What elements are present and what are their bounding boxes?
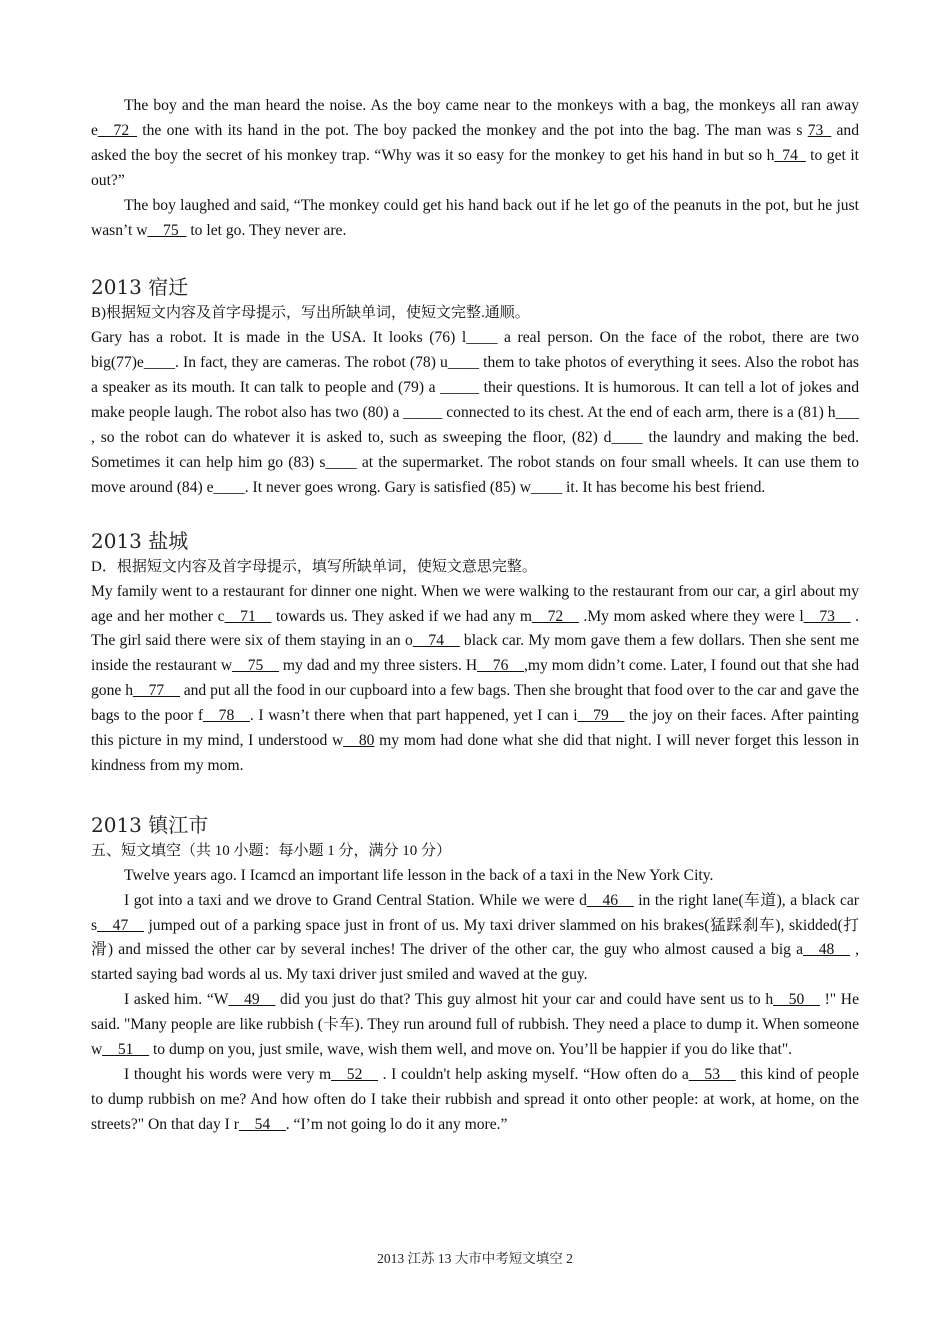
passage-paragraph: The boy and the man heard the noise. As the boy came near to the monkeys with a bag, the monkeys all ran away e__72_ the one with its hand in the pot. The boy packed the monkey and the pot into the bag. The man was s 73_ and asked the boy the secret of his monkey trap. “Why was it so easy for the monkey to get his hand in but so h_74_ to get it out?” bbox=[91, 97, 859, 189]
blank-51: __51__ bbox=[102, 1041, 150, 1059]
blank-52: __52__ bbox=[331, 1066, 378, 1083]
blank-48: __48__ bbox=[803, 941, 850, 959]
passage-paragraph: I asked him. “W__49__ did you just do that? This guy almost hit your car and could have sent us to h__50__ !" He said. "Many people are like rubbish (卡车). They run around full of rubbish. They need a place to dump it. When someone w__51__ to dump on you, just smile, wave, wish them well, and move on. You’ll be happier if you do like that". bbox=[91, 991, 859, 1059]
passage-paragraph: I thought his words were very m__52__ . I couldn't help asking myself. “How often do a__53__ this kind of people to dump rubbish on me? And how often do I take their rubbish and spread it onto other people: at work, at home, on the streets?" On that day I r__54__. “I’m not going lo do it any more.” bbox=[91, 1066, 860, 1133]
blank-46: __46__ bbox=[586, 891, 634, 909]
section-heading-suqian: 2013 宿迁 bbox=[91, 275, 189, 300]
blank-77: __77__ bbox=[133, 682, 180, 700]
blank-49: __49__ bbox=[228, 991, 276, 1009]
blank-75: __75_ bbox=[147, 221, 187, 239]
section-instruction: B)根据短文内容及首字母提示，写出所缺单词，使短文完整.通顺。 bbox=[91, 305, 530, 322]
blank-79: __79__ bbox=[577, 707, 625, 725]
blank-73: 73_ bbox=[807, 121, 832, 139]
blank-73: __73__ bbox=[803, 607, 851, 625]
section-instruction: 五、短文填空（共 10 小题：每小题 1 分，满分 10 分） bbox=[91, 842, 452, 859]
passage-paragraph: I got into a taxi and we drove to Grand Central Station. While we were d__46__ in the right lane(车道), a black car s__47__ jumped out of a parking space just in front of us. My taxi driver slammed on his brakes(猛踩刹车), skidded(打滑) and missed the other car by several inches! The driver of the other car, the guy who almost caused a big a__48__ , started saying bad words al us. My taxi driver just smiled and waved at the guy. bbox=[91, 891, 859, 984]
passage-paragraph: Twelve years ago. I Icamcd an important life lesson in the back of a taxi in the New York City. bbox=[124, 866, 714, 884]
blank-50: __50__ bbox=[773, 991, 820, 1009]
passage-paragraph: My family went to a restaurant for dinner one night. When we were walking to the restaurant from our car, a girl about my age and her mother c__71__ towards us. They asked if we had any m__72__ .My mom asked where they were l__73__ . The girl said there were six of them staying in an o__74__ black car. My mom gave them a few dollars. Then she sent me inside the restaurant w__75__ my dad and my three sisters. H__76__,my mom didn’t come. Later, I found out that she had gone h__77__ and put all the food in our cupboard into a few bags. Then she brought that food over to the car and gave the bags to the poor f__78__. I wasn’t there when that part happened, yet I can i__79__ the joy on their faces. After painting this picture in my mind, I understood w__80 my mom had done what she did that night. I will never forget this lesson in kindness from my mom. bbox=[91, 582, 859, 774]
section-heading-yancheng: 2013 盐城 bbox=[91, 528, 189, 553]
passage-paragraph: Gary has a robot. It is made in the USA. It looks (76) l____ a real person. On the face of the robot, there are two big(77)e____. In fact, they are cameras. The robot (78) u____ them to take photos of everything it sees. Also the robot has a speaker as its mouth. It can talk to people and (79) a _____ their questions. It is humorous. It can tell a lot of jokes and make people laugh. The robot also has two (80) a _____ connected to its chest. At the end of each arm, there is a (81) h___ , so the robot can do whatever it is asked to, such as sweeping the floor, (82) d____ the laundry and making the bed. Sometimes it can help him go (83) s____ at the supermarket. The robot stands on four small wheels. It can use them to move around (84) e____. It never goes wrong. Gary is satisfied (85) w____ it. It has become his best friend. bbox=[91, 329, 859, 496]
section-instruction: D．根据短文内容及首字母提示，填写所缺单词，使短文意思完整。 bbox=[91, 558, 537, 575]
blank-54: __54__ bbox=[238, 1115, 286, 1133]
blank-72: __72_ bbox=[97, 121, 137, 139]
blank-74: __74__ bbox=[412, 632, 460, 650]
blank-53: __53__ bbox=[688, 1066, 736, 1083]
blank-72: __72__ bbox=[532, 607, 579, 625]
blank-80: __80 bbox=[343, 732, 375, 750]
blank-74: _74_ bbox=[774, 146, 806, 164]
page-footer: 2013 江苏 13 大市中考短文填空 2 bbox=[377, 1251, 573, 1266]
blank-75: __75__ bbox=[232, 657, 279, 675]
blank-78: __78__ bbox=[203, 707, 250, 725]
passage-paragraph: The boy laughed and said, “The monkey could get his hand back out if he let go of the peanuts in the pot, but he just wasn’t w__75_ to let go. They never are. bbox=[91, 196, 859, 239]
blank-47: __47__ bbox=[97, 916, 144, 934]
blank-71: __71__ bbox=[224, 607, 272, 625]
blank-76: __76__ bbox=[477, 657, 524, 675]
document-page bbox=[91, 94, 859, 1138]
section-heading-zhenjiang: 2013 镇江市 bbox=[91, 812, 209, 837]
